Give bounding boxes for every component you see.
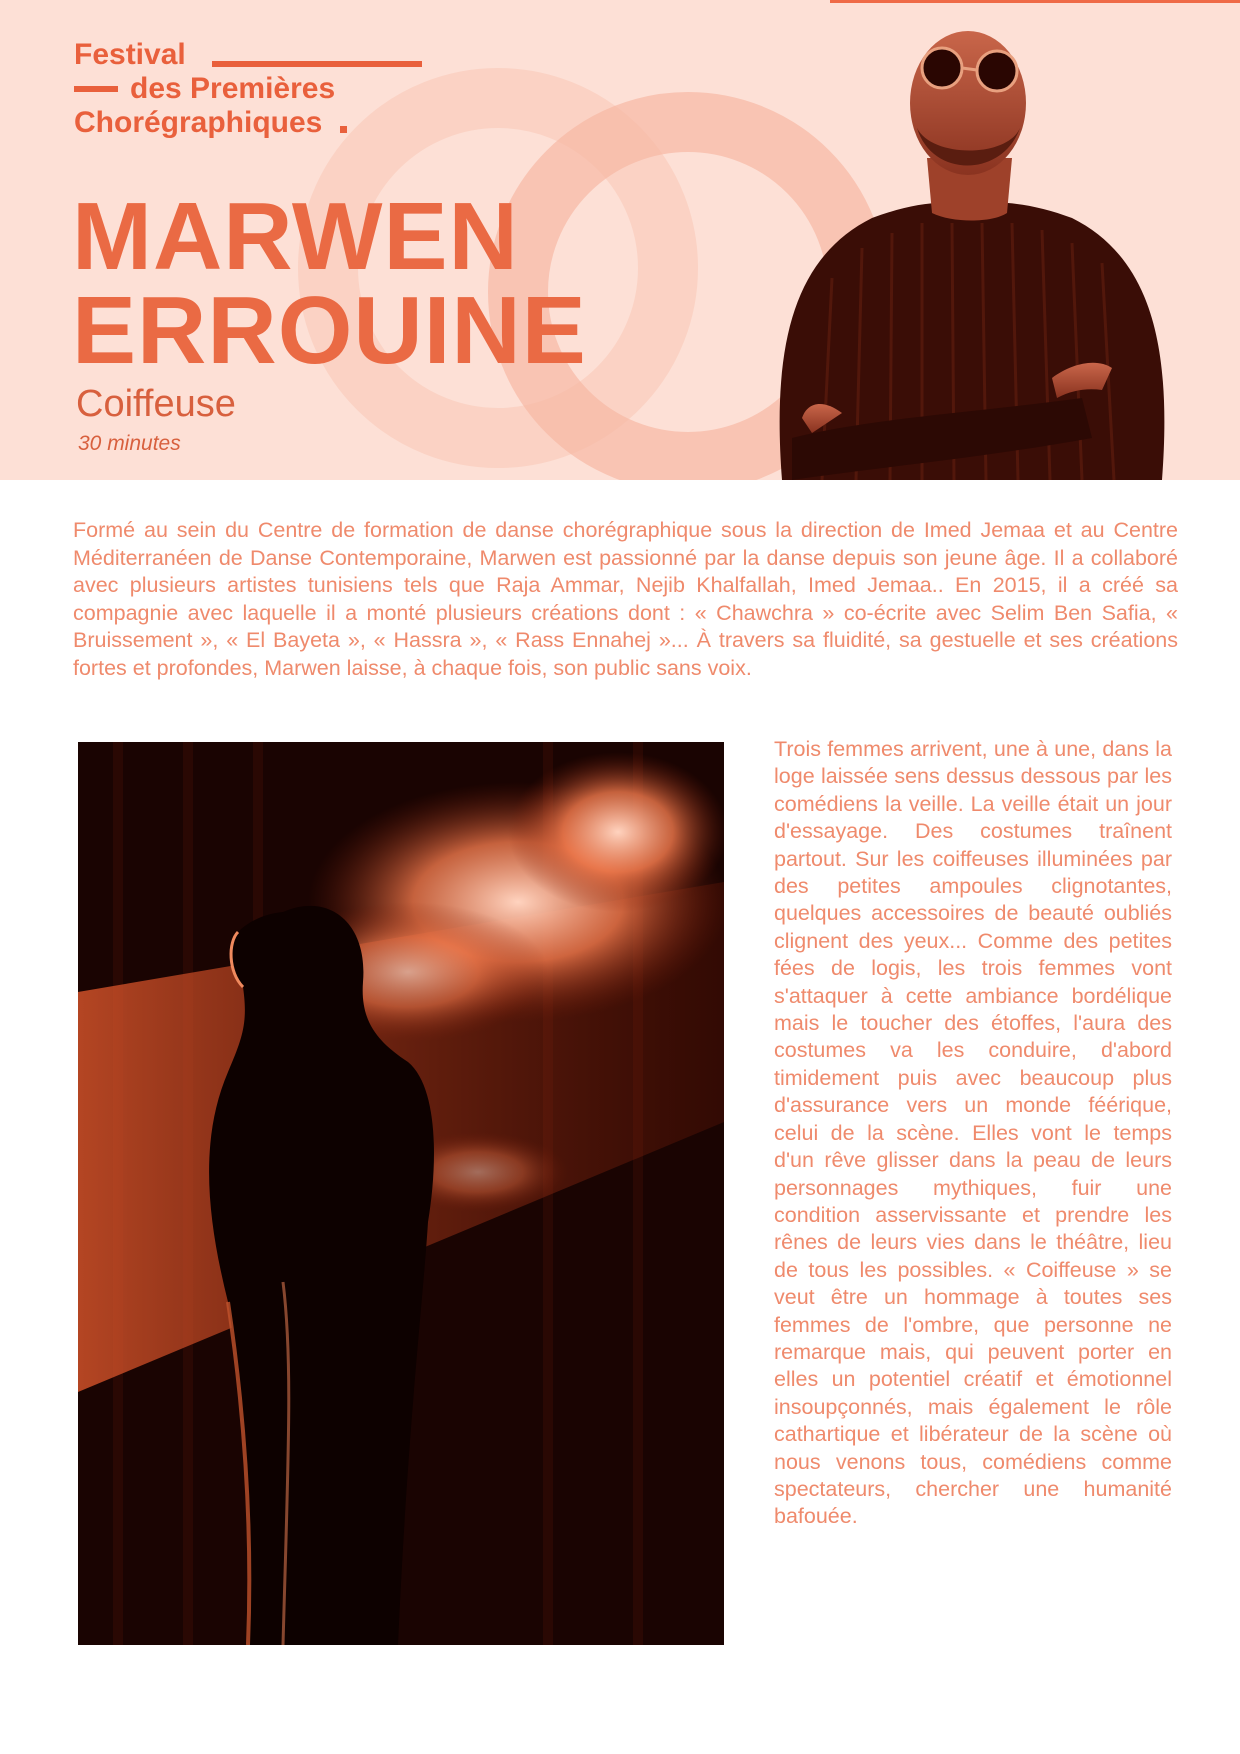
header-band: [0, 0, 1240, 480]
festival-logo-line-1: [74, 38, 322, 72]
stage-photo: [78, 742, 724, 1645]
logo-dot: [340, 126, 347, 133]
festival-logo-line-2: [74, 72, 336, 106]
logo-bar-right: [212, 61, 422, 67]
festival-logo-word-2: des Premières: [130, 72, 336, 105]
top-rule: [830, 0, 1240, 3]
festival-logo: [74, 38, 336, 140]
show-duration: 30 minutes: [78, 432, 181, 455]
festival-logo-word-3: Chorégraphiques: [74, 106, 323, 139]
festival-logo-line-3: [74, 106, 322, 140]
artist-bio: Formé au sein du Centre de formation de danse chorégraphique sous la direction de Imed Jemaa et au Centre Méditerranéen de Danse Contemporaine, Marwen est passionné par la danse depuis son jeune âge. Il a collaboré avec plusieurs artistes tunisiens tels que Raja Ammar, Nejib Khalfallah, Imed Jemaa.. En 2015, il a créé sa compagnie avec laquelle il a monté plusieurs créations dont : « Chawchra » co-écrite avec Selim Ben Safia, « Bruissement », « El Bayeta », « Hassra », « Rass Ennahej »... À travers sa fluidité, sa gestuelle et ses créations fortes et profondes, Marwen laisse, à chaque fois, son public sans voix.: [73, 518, 1178, 680]
festival-logo-word-1: Festival: [74, 38, 186, 71]
logo-bar-left: [74, 86, 118, 92]
show-synopsis: Trois femmes arrivent, une à une, dans la loge laissée sens dessus dessous par les comédiens la veille. La veille était un jour d'essayage. Des costumes traînent partout. Sur les coiffeuses illuminées par des petites ampoules clignotantes, quelques accessoires de beauté oubliés clignent des yeux... Comme des petites fées de logis, les trois femmes vont s'attaquer à cette ambiance bordélique mais le toucher des étoffes, l'aura des costumes va les conduire, d'abord timidement puis avec beaucoup plus d'assurance vers un monde féérique, celui de la scène. Elles vont le temps d'un rêve glisser dans la peau de leurs personnages mythiques, fuir une condition asservissante et prendre les rênes de leurs vies dans le théâtre, lieu de tous les possibles. « Coiffeuse » se veut être un hommage à toutes ses femmes de l'ombre, que personne ne remarque mais, qui peuvent porter en elles un potentiel créatif et émotionnel insoupçonnés, mais également le rôle cathartique et libérateur de la scène où nous venons tous, comédiens comme spectateurs, chercher une humanité bafouée.: [774, 737, 1172, 1529]
show-title: Coiffeuse: [76, 383, 236, 425]
artist-name: [72, 183, 587, 384]
artist-portrait: [752, 18, 1188, 480]
artist-last-name: ERROUINE: [72, 277, 587, 384]
artist-first-name: MARWEN: [72, 183, 519, 290]
